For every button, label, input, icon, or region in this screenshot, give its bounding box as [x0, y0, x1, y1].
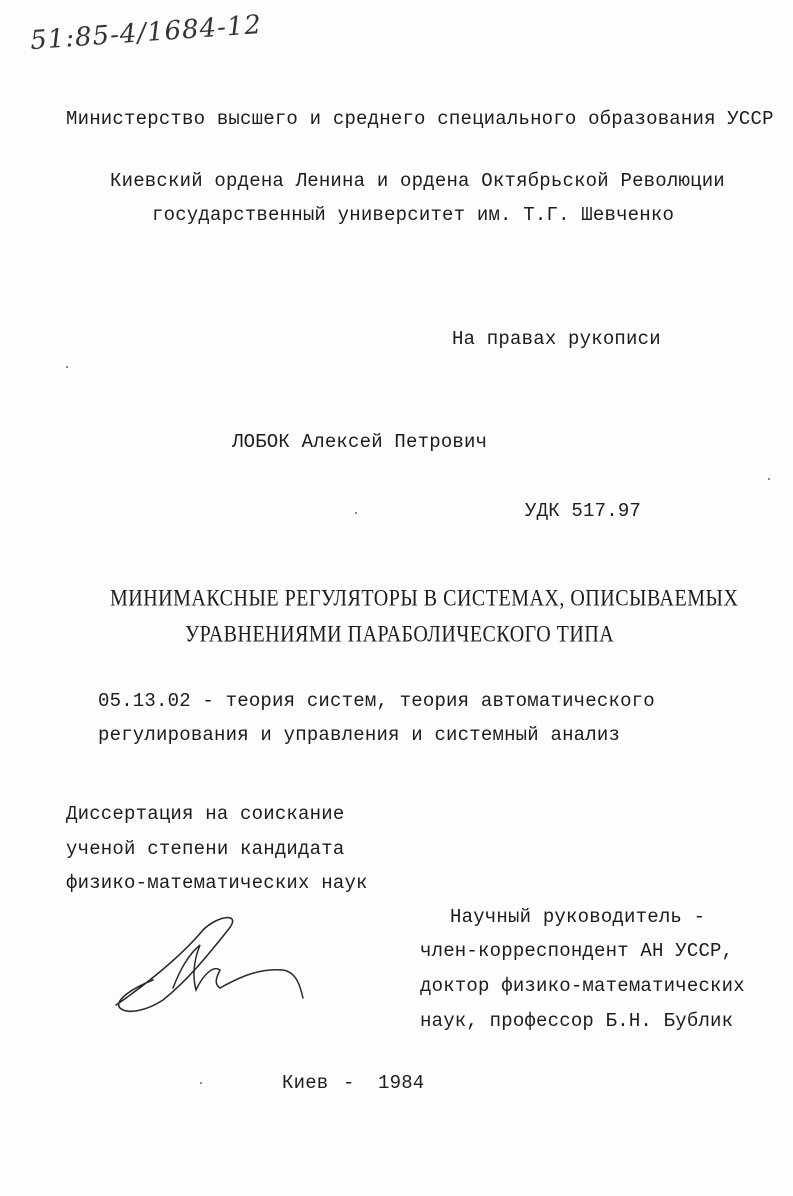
dissertation-line-3: физико-математических наук — [66, 872, 368, 894]
udc-code: УДК 517.97 — [525, 500, 642, 522]
signature-image — [108, 910, 318, 1020]
paper-speck — [768, 478, 770, 480]
dissertation-line-1: Диссертация на соискание — [66, 803, 345, 825]
paper-speck — [355, 512, 357, 514]
footer-city: Киев — [282, 1072, 329, 1094]
paper-speck — [200, 1082, 202, 1084]
university-line-2: государственный университет им. Т.Г. Шевченко — [152, 204, 675, 226]
supervisor-line-2: член-корреспондент АН УССР, — [420, 940, 734, 962]
supervisor-line-4: наук, профессор Б.Н. Бублик — [420, 1010, 734, 1032]
paper-speck — [66, 366, 68, 368]
supervisor-line-3: доктор физико-математических — [420, 975, 745, 997]
archive-mark: 51:85-4/1684-12 — [29, 9, 263, 57]
specialty-line-1: 05.13.02 - теория систем, теория автоматического — [98, 690, 655, 712]
dissertation-line-2: ученой степени кандидата — [66, 838, 345, 860]
ministry-line: Министерство высшего и среднего специального образования УССР — [66, 108, 774, 130]
specialty-line-2: регулирования и управления и системный анализ — [98, 724, 621, 746]
author-name: ЛОБОК Алексей Петрович — [232, 431, 488, 453]
supervisor-line-1: Научный руководитель - — [450, 906, 706, 928]
title-line-1: МИНИМАКСНЫЕ РЕГУЛЯТОРЫ В СИСТЕМАХ, ОПИСЫВАЕМЫХ — [110, 586, 739, 612]
university-line-1: Киевский ордена Ленина и ордена Октябрьской Революции — [110, 170, 725, 192]
manuscript-note: На правах рукописи — [452, 328, 661, 350]
footer-dash: - — [343, 1072, 355, 1094]
title-line-2: УРАВНЕНИЯМИ ПАРАБОЛИЧЕСКОГО ТИПА — [185, 622, 615, 648]
footer-year: 1984 — [378, 1072, 425, 1094]
